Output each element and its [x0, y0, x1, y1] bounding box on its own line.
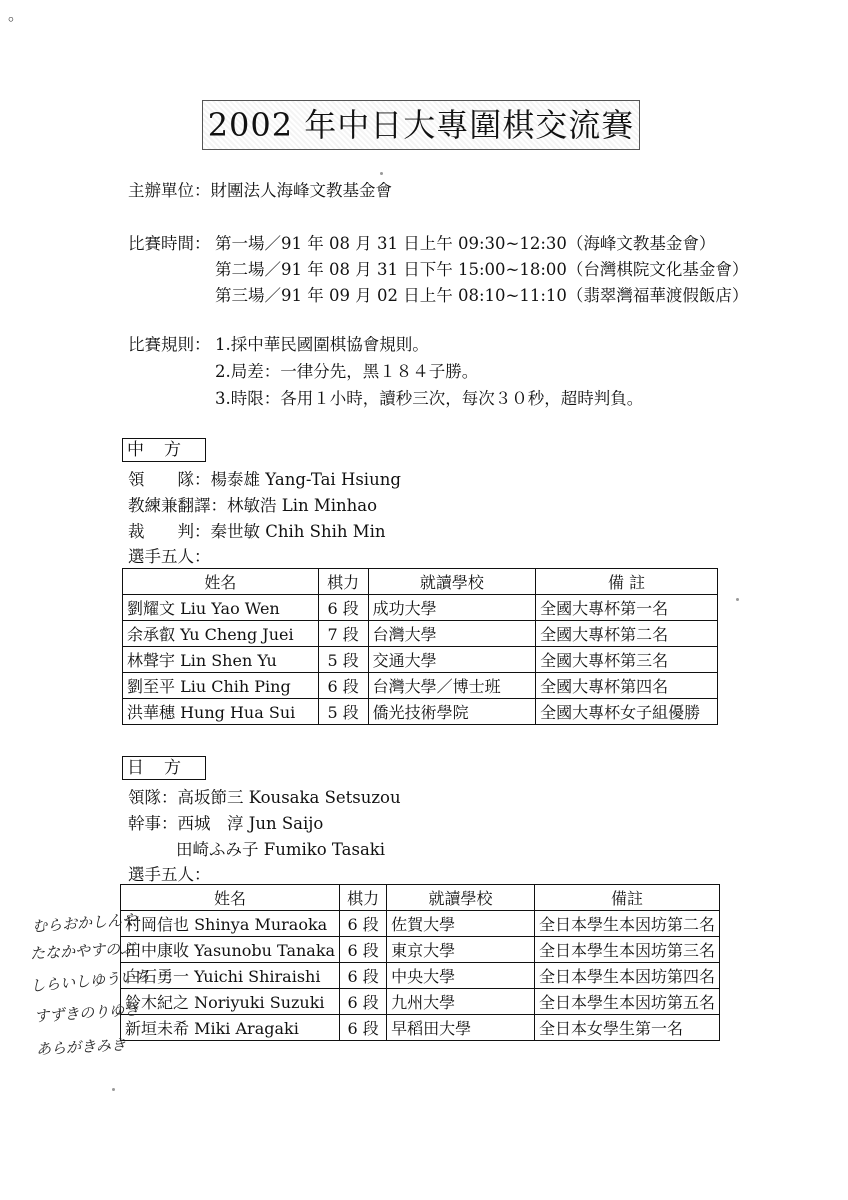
rules-label: 比賽規則： — [128, 335, 211, 354]
china-leader: 領 隊：楊泰雄 Yang-Tai Hsiung — [128, 470, 401, 489]
scan-speck — [380, 172, 383, 175]
player-school: 東京大學 — [387, 937, 535, 963]
table-row — [121, 1015, 720, 1041]
player-rank: 6 段 — [340, 1015, 387, 1041]
col-rank: 棋力 — [318, 569, 368, 595]
table-row — [121, 937, 720, 963]
player-name: 新垣未希 Miki Aragaki — [121, 1015, 340, 1041]
player-name: 林聲宇 Lin Shen Yu — [123, 647, 319, 673]
player-school: 僑光技術學院 — [368, 699, 536, 725]
col-rank: 棋力 — [340, 885, 387, 911]
player-rank: 6 段 — [318, 595, 368, 621]
player-school: 早稻田大學 — [387, 1015, 535, 1041]
table-header-row — [123, 569, 718, 595]
player-name: 白石勇一 Yuichi Shiraishi — [121, 963, 340, 989]
china-players-label: 選手五人： — [128, 547, 211, 566]
col-name: 姓名 — [121, 885, 340, 911]
schedule-round-2: 第二場／91 年 08 月 31 日下午 15:00~18:00（台灣棋院文化基金會） — [215, 260, 749, 279]
player-remarks: 全國大專杯女子組優勝 — [536, 699, 718, 725]
player-remarks: 全國大專杯第一名 — [536, 595, 718, 621]
player-school: 佐賀大學 — [387, 911, 535, 937]
scan-speck — [736, 598, 739, 601]
player-remarks: 全日本學生本因坊第二名 — [534, 911, 719, 937]
player-school: 台灣大學 — [368, 621, 536, 647]
player-name: 劉耀文 Liu Yao Wen — [123, 595, 319, 621]
player-school: 台灣大學／博士班 — [368, 673, 536, 699]
schedule-round-1: 第一場／91 年 08 月 31 日上午 09:30~12:30（海峰文教基金會） — [215, 234, 716, 253]
handwritten-reading: むらおかしんや — [31, 910, 138, 936]
rule-1: 1.採中華民國圍棋協會規則。 — [215, 335, 429, 354]
handwritten-reading: しらいしゆういち — [29, 966, 151, 996]
china-heading: 中方 — [122, 438, 206, 462]
player-rank: 6 段 — [340, 963, 387, 989]
organizer: 主辦單位：財團法人海峰文教基金會 — [128, 181, 392, 200]
col-school: 就讀學校 — [368, 569, 536, 595]
player-remarks: 全國大專杯第四名 — [536, 673, 718, 699]
page-title: 2002 年中日大專圍棋交流賽 — [202, 100, 640, 150]
player-rank: 6 段 — [340, 937, 387, 963]
table-row — [121, 911, 720, 937]
schedule-label: 比賽時間： — [128, 234, 211, 253]
handwritten-reading: あらがきみき — [35, 1035, 127, 1059]
china-coach: 教練兼翻譯：林敏浩 Lin Minhao — [128, 496, 378, 515]
rule-3: 3.時限：各用１小時，讀秒三次，每次３０秒，超時判負。 — [215, 389, 644, 408]
rule-2: 2.局差：一律分先，黑１８４子勝。 — [215, 362, 479, 381]
table-row — [123, 647, 718, 673]
player-rank: 7 段 — [318, 621, 368, 647]
player-school: 九州大學 — [387, 989, 535, 1015]
col-school: 就讀學校 — [387, 885, 535, 911]
handwritten-reading: すずきのりゆき — [33, 1000, 140, 1026]
japan-leader: 領隊：高坂節三 Kousaka Setsuzou — [128, 788, 401, 807]
table-header-row — [121, 885, 720, 911]
col-remarks: 備註 — [534, 885, 719, 911]
china-players-table — [122, 568, 718, 725]
corner-mark: 。 — [8, 5, 25, 24]
japan-manager-2: 田崎ふみ子 Fumiko Tasaki — [176, 840, 386, 859]
handwritten-reading: たなかやすのぶ — [29, 939, 136, 963]
japan-players-table — [120, 884, 720, 1041]
player-remarks: 全國大專杯第二名 — [536, 621, 718, 647]
table-row — [121, 989, 720, 1015]
table-row — [123, 699, 718, 725]
player-name: 洪華穗 Hung Hua Sui — [123, 699, 319, 725]
player-rank: 6 段 — [340, 911, 387, 937]
japan-players-label: 選手五人： — [128, 865, 211, 884]
col-name: 姓名 — [123, 569, 319, 595]
player-remarks: 全日本女學生第一名 — [534, 1015, 719, 1041]
player-name: 余承叡 Yu Cheng Juei — [123, 621, 319, 647]
table-row — [123, 673, 718, 699]
col-remarks: 備 註 — [536, 569, 718, 595]
player-name: 田中康收 Yasunobu Tanaka — [121, 937, 340, 963]
player-name: 村岡信也 Shinya Muraoka — [121, 911, 340, 937]
player-remarks: 全日本學生本因坊第三名 — [534, 937, 719, 963]
japan-manager: 幹事：西城 淳 Jun Saijo — [128, 814, 324, 833]
player-rank: 6 段 — [318, 673, 368, 699]
japan-heading: 日方 — [122, 756, 206, 780]
player-school: 交通大學 — [368, 647, 536, 673]
schedule-round-3: 第三場／91 年 09 月 02 日上午 08:10~11:10（翡翠灣福華渡假飯店） — [215, 286, 749, 305]
player-rank: 6 段 — [340, 989, 387, 1015]
table-row — [123, 621, 718, 647]
player-remarks: 全國大專杯第三名 — [536, 647, 718, 673]
table-row — [123, 595, 718, 621]
player-rank: 5 段 — [318, 699, 368, 725]
player-name: 劉至平 Liu Chih Ping — [123, 673, 319, 699]
player-remarks: 全日本學生本因坊第五名 — [534, 989, 719, 1015]
player-rank: 5 段 — [318, 647, 368, 673]
player-name: 鈴木紀之 Noriyuki Suzuki — [121, 989, 340, 1015]
table-row — [121, 963, 720, 989]
player-remarks: 全日本學生本因坊第四名 — [534, 963, 719, 989]
scan-speck — [112, 1088, 115, 1091]
china-referee: 裁 判：秦世敏 Chih Shih Min — [128, 522, 386, 541]
player-school: 成功大學 — [368, 595, 536, 621]
player-school: 中央大學 — [387, 963, 535, 989]
